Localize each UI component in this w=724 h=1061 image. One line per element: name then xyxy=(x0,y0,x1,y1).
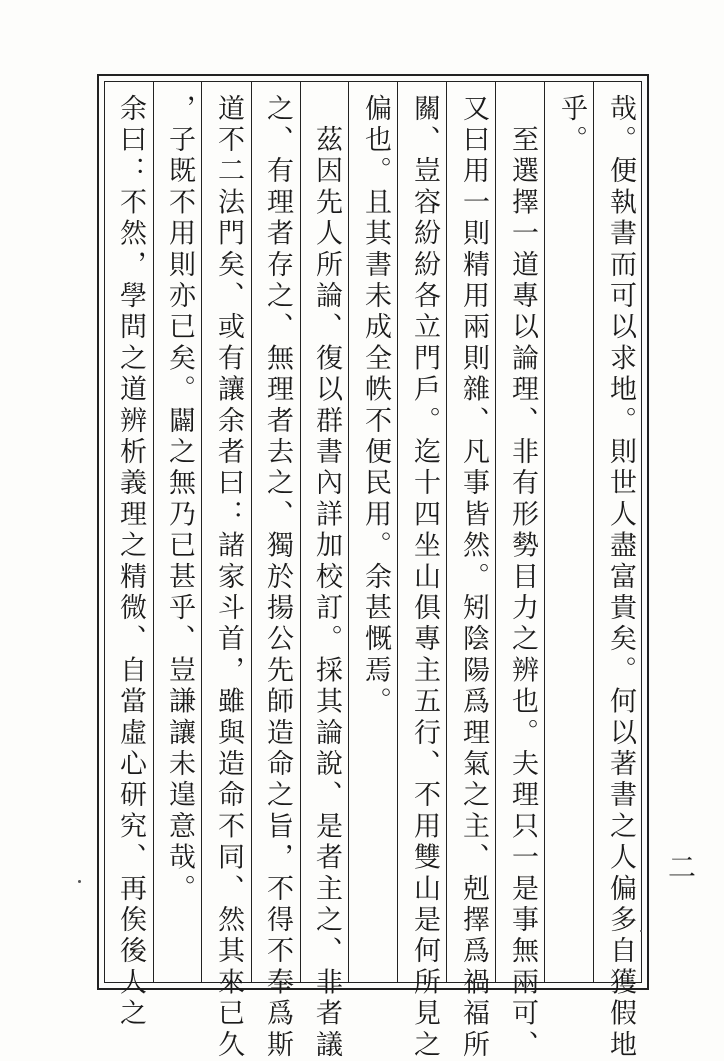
column-rule xyxy=(593,82,594,982)
text-column-1: 哉。便執書而可以求地。則世人盡富貴矣。何以著書之人偏多自獲假地 xyxy=(605,94,636,1061)
text-column-11: 余曰：不然，學問之道辨析義理之精微、自當虛心研究、再俟後人之 xyxy=(115,94,146,1030)
text-column-10: ，子既不用則亦已矣。闢之無乃已甚乎、豈謙讓未遑意哉。 xyxy=(164,94,195,906)
text-column-8: 之、有理者存之、無理者去之、獨於揚公先師造命之旨，不得不奉爲斯 xyxy=(262,94,293,1061)
paper-speck xyxy=(78,880,81,883)
text-column-9: 道不二法門矣、或有讓余者曰：諸家斗首，雖與造命不同、然其來已久 xyxy=(213,94,244,1061)
page-border xyxy=(97,74,649,1061)
text-column-2: 乎。 xyxy=(556,94,587,157)
text-column-6: 偏也。且其書未成全帙不便民用。余甚慨焉。 xyxy=(360,94,391,718)
text-frame xyxy=(104,81,642,1061)
text-column-7: 茲因先人所論、復以群書內詳加校訂。採其論說、是者主之、非者議 xyxy=(311,94,342,1061)
text-column-4: 又曰用一則精用兩則雜、凡事皆然。矧陰陽爲理氣之主、剋擇爲禍福所 xyxy=(458,94,489,1061)
text-column-3: 至選擇一道專以論理、非有形勢目力之辨也。夫理只一是事無兩可、 xyxy=(507,94,538,1061)
paper-speck xyxy=(640,930,642,932)
page-number: 二 xyxy=(667,851,696,884)
text-column-5: 關、豈容紛紛各立門戶。迄十四坐山俱專主五行、不用雙山是何所見之 xyxy=(409,94,440,1061)
